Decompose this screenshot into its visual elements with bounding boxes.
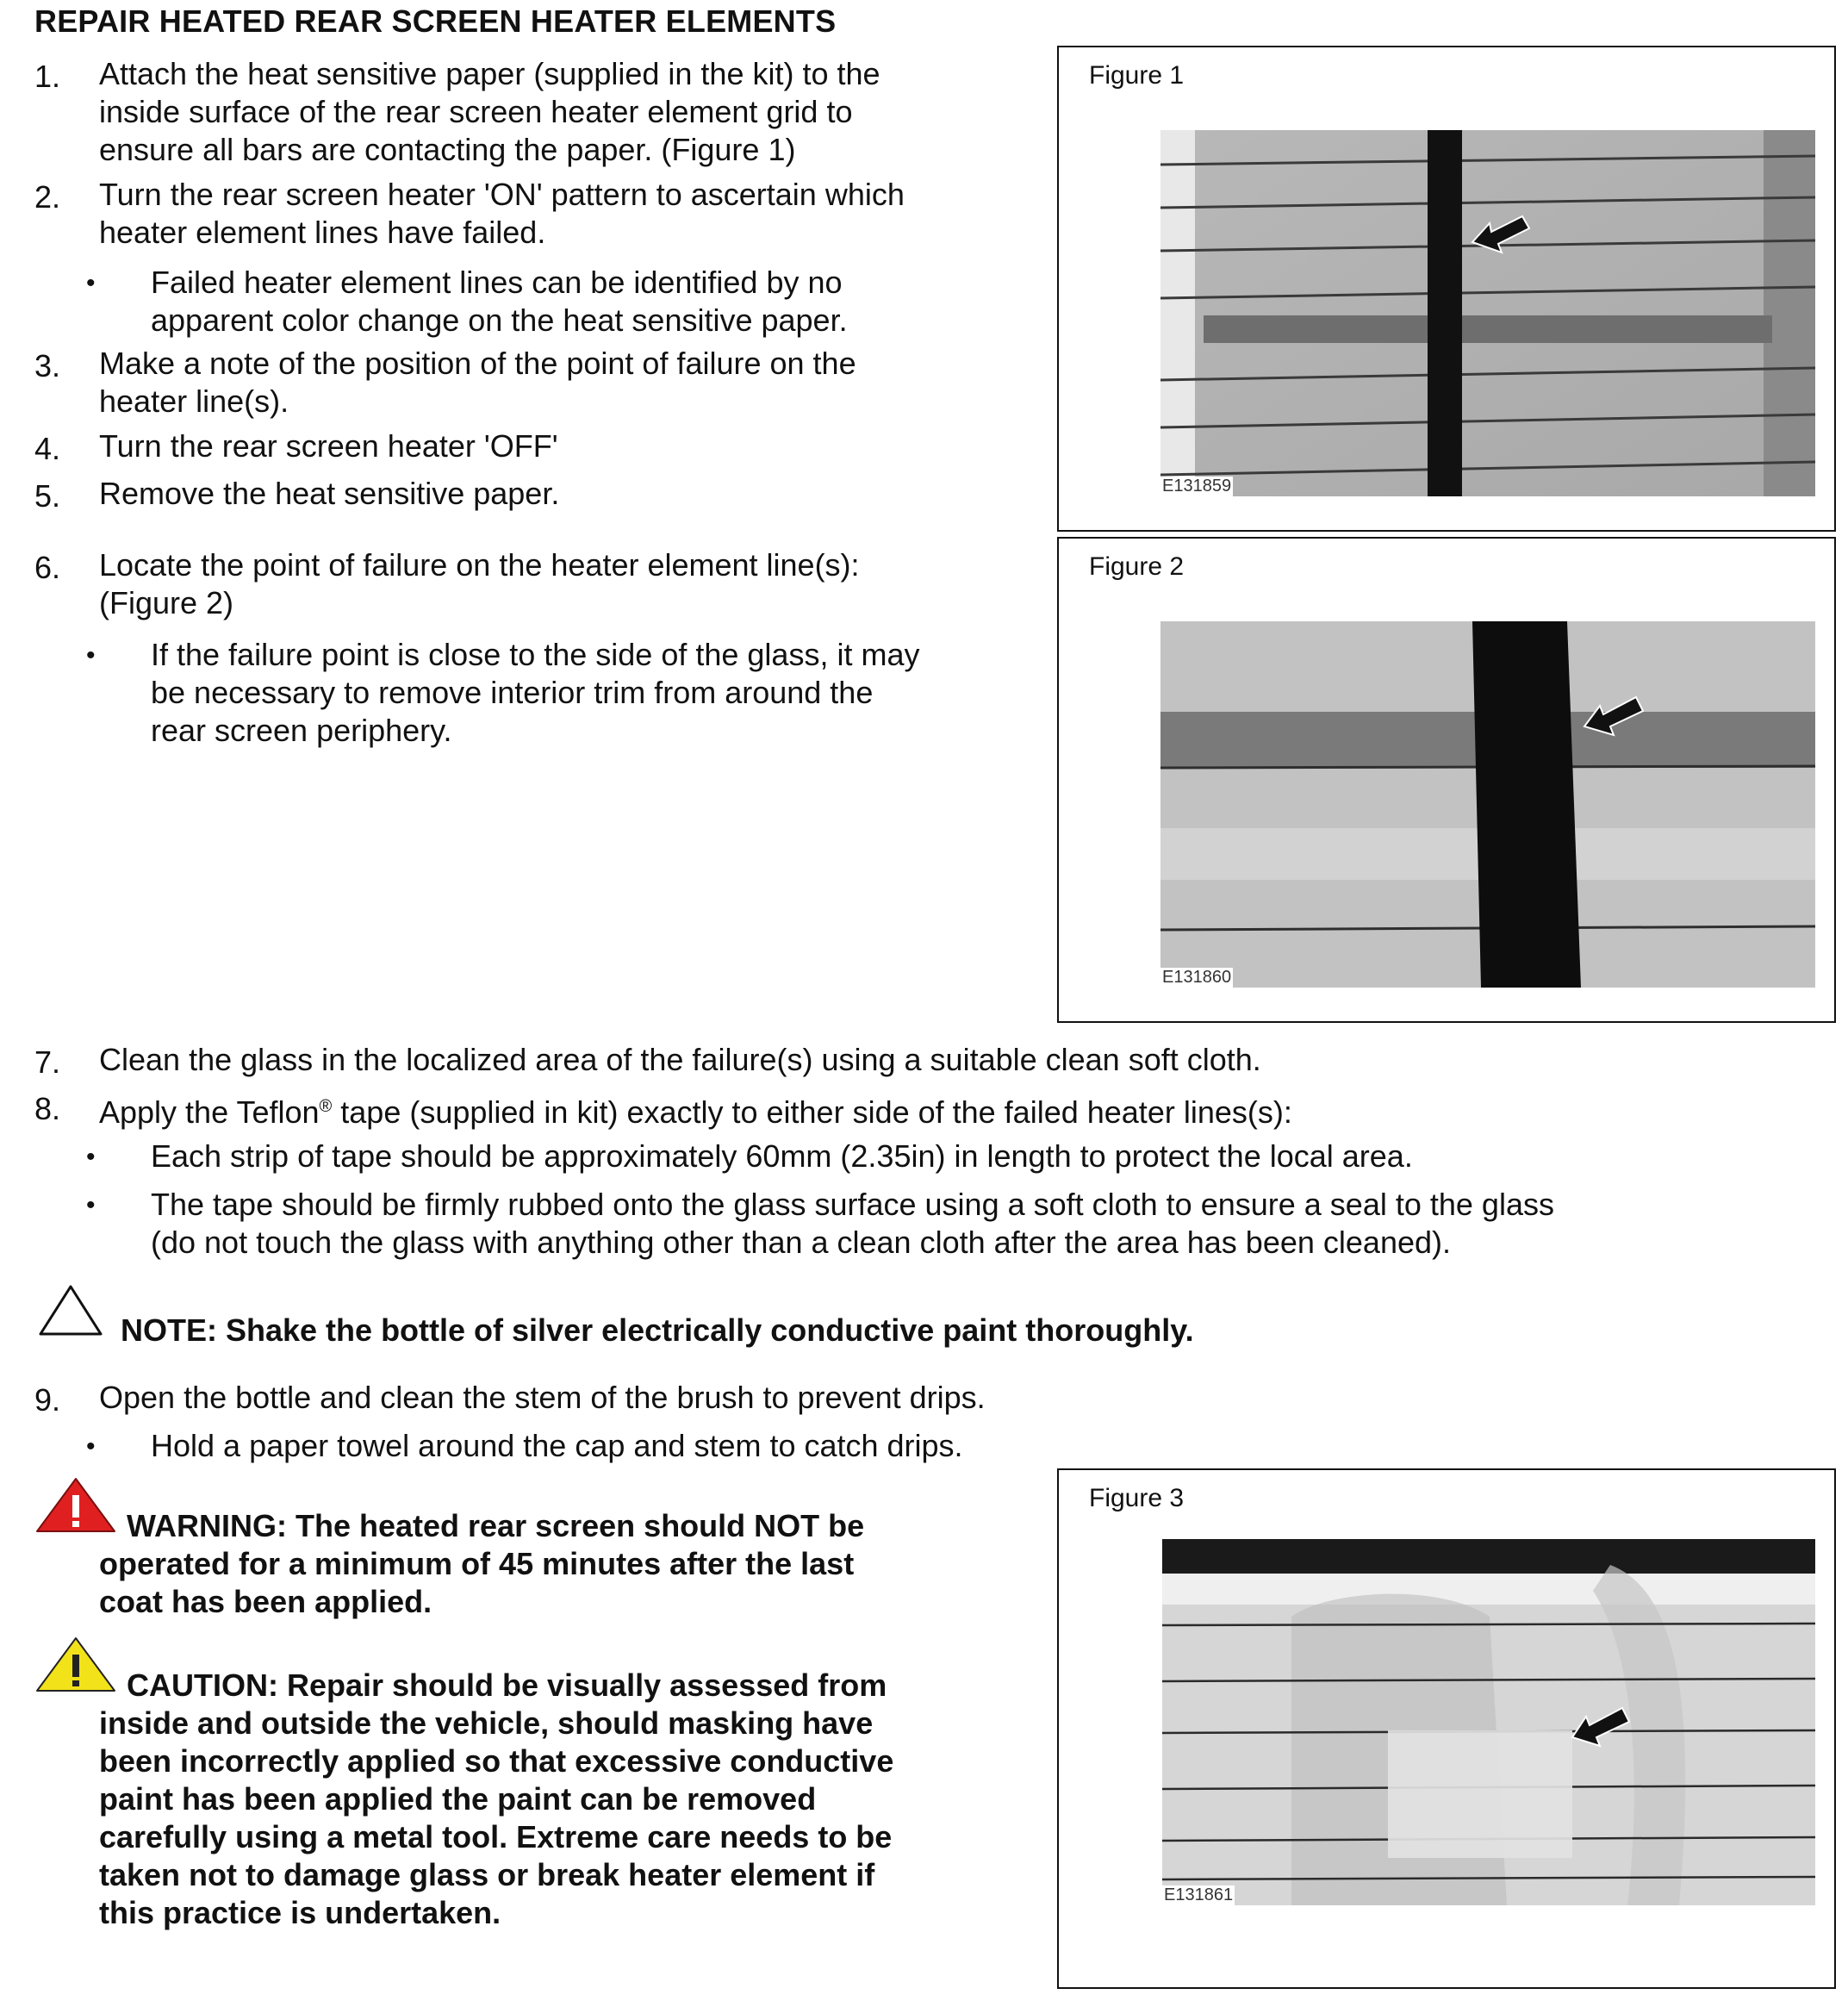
figure-id: E131859 [1162,477,1232,496]
text-line: Turn the rear screen heater 'ON' pattern to ascertain which [99,177,905,212]
figure-2-photo [1160,621,1815,988]
step-6-text [99,546,860,622]
step-8-text [99,1088,1292,1131]
step-number: 2. [34,179,61,215]
figure-3-photo [1162,1539,1815,1905]
text-line: The tape should be firmly rubbed onto the glass surface using a soft cloth to ensure a seal to the glass [151,1187,1554,1222]
text-line: been incorrectly applied so that excessive conductive [99,1743,894,1779]
bullet: • [86,269,96,297]
text-line: heater element lines have failed. [99,215,546,250]
text-line: be necessary to remove interior trim from around the [151,675,874,710]
text-span: Apply the Teflon [99,1094,320,1130]
text-line: heater line(s). [99,383,289,419]
step-1-text [99,55,880,169]
figure-label: Figure 1 [1089,61,1185,90]
step-number: 3. [34,348,61,383]
figure-label: Figure 2 [1089,552,1185,581]
figure-1 [1057,46,1836,532]
step-2-bullet-text [151,264,848,340]
bullet: • [86,1432,96,1461]
text-line: Locate the point of failure on the heater element line(s): [99,547,860,583]
text-line: inside and outside the vehicle, should masking have [99,1705,874,1741]
text-line: (Figure 2) [99,585,234,620]
step-number: 8. [34,1091,61,1126]
text-line: If the failure point is close to the side of the glass, it may [151,637,920,672]
step-2-text [99,176,905,252]
bullet: • [86,1143,96,1171]
step-8-bullet-1-text: Each strip of tape should be approximately 60mm (2.35in) in length to protect the local area. [151,1138,1413,1174]
note-triangle-icon [38,1284,103,1342]
step-6-bullet-text [151,636,919,750]
figure-id: E131860 [1162,968,1232,987]
step-number: 4. [34,431,61,466]
caution-text [99,1667,893,1932]
step-7-text: Clean the glass in the localized area of the failure(s) using a suitable clean soft cloth. [99,1042,1261,1077]
text-line: rear screen periphery. [151,713,452,748]
text-line: Failed heater element lines can be identified by no [151,265,843,300]
text-line: Make a note of the position of the point of failure on the [99,346,856,381]
registered-mark: ® [319,1097,333,1116]
warning-text [99,1507,864,1621]
bullet: • [86,1191,96,1219]
text-line: operated for a minimum of 45 minutes after the last [99,1546,855,1581]
step-number: 9. [34,1382,61,1418]
text-span: tape (supplied in kit) exactly to either side of the failed heater lines(s): [332,1094,1292,1130]
bullet: • [86,641,96,670]
step-8-bullet-2-text [151,1186,1554,1262]
text-line: taken not to damage glass or break heater element if [99,1857,875,1892]
text-line: paint has been applied the paint can be removed [99,1781,817,1817]
figure-2 [1057,537,1836,1023]
step-5-text: Remove the heat sensitive paper. [99,476,560,511]
figure-id: E131861 [1164,1885,1234,1904]
figure-3 [1057,1468,1836,1989]
text-line: this practice is undertaken. [99,1895,501,1930]
step-4-text: Turn the rear screen heater 'OFF' [99,428,558,464]
text-line: Attach the heat sensitive paper (supplied in the kit) to the [99,56,880,91]
step-number: 1. [34,59,61,94]
text-line: WARNING: The heated rear screen should NOT be [127,1508,865,1543]
step-number: 7. [34,1044,61,1080]
text-line: apparent color change on the heat sensitive paper. [151,302,848,338]
figure-1-photo [1160,130,1815,496]
text-line: carefully using a metal tool. Extreme care needs to be [99,1819,893,1854]
step-9-bullet-text: Hold a paper towel around the cap and stem to catch drips. [151,1428,963,1463]
text-line: inside surface of the rear screen heater element grid to [99,94,853,129]
text-line: ensure all bars are contacting the paper. (Figure 1) [99,132,796,167]
text-line: coat has been applied. [99,1584,432,1619]
figure-label: Figure 3 [1089,1484,1185,1512]
page-title: REPAIR HEATED REAR SCREEN HEATER ELEMENTS [34,3,837,39]
note-text: NOTE: Shake the bottle of silver electrically conductive paint thoroughly. [121,1312,1194,1348]
step-9-text: Open the bottle and clean the stem of the brush to prevent drips. [99,1380,986,1415]
step-number: 5. [34,478,61,514]
text-line: (do not touch the glass with anything other than a clean cloth after the area has been cleaned). [151,1225,1451,1260]
step-number: 6. [34,550,61,585]
text-line: CAUTION: Repair should be visually assessed from [127,1667,887,1703]
step-3-text [99,345,856,421]
